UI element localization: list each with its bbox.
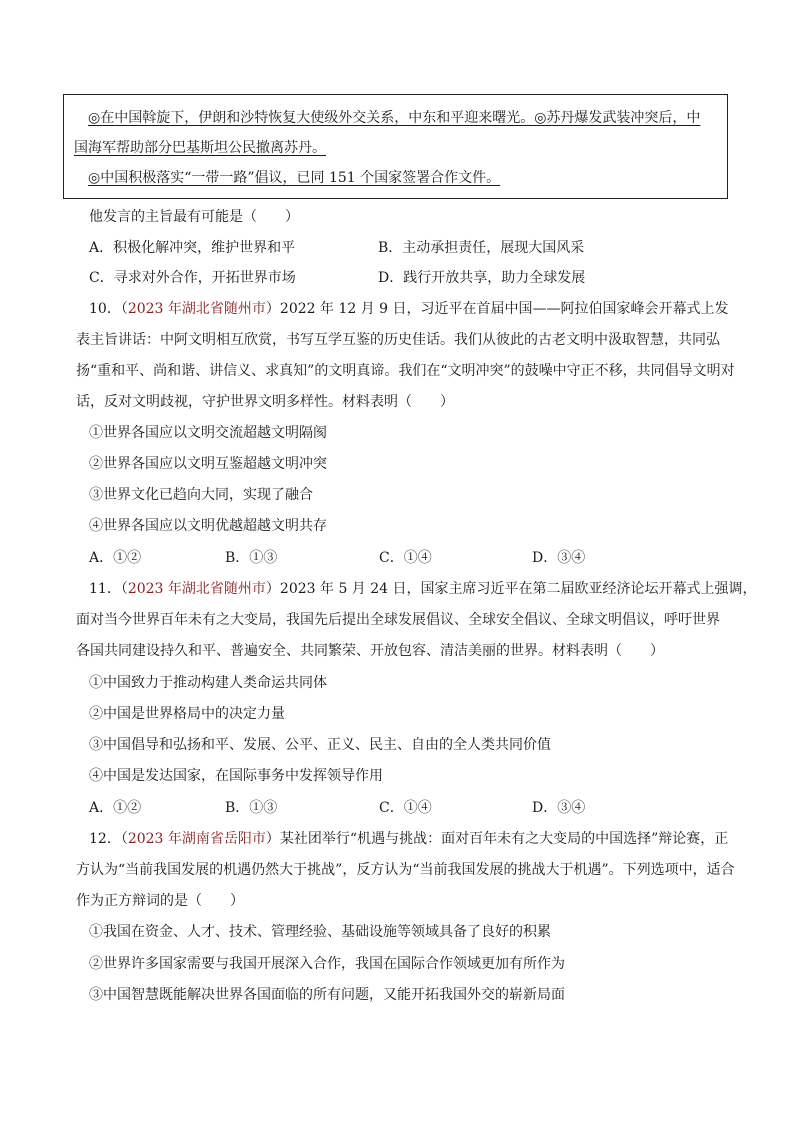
q10-item: ①世界各国应以文明交流超越文明隔阂	[89, 425, 327, 441]
question-number: 12．（	[89, 831, 128, 847]
q12-line-3: 作为正方辩词的是（ ）	[76, 893, 244, 909]
q11-item: ①中国致力于推动构建人类命运共同体	[89, 675, 327, 691]
option-a[interactable]: A．积极化解冲突，维护世界和平	[89, 240, 296, 256]
material-line: ◎在中国斡旋下，伊朗和沙特恢复大使级外交关系，中东和平迎来曙光。◎苏丹爆发武装冲突后，中	[88, 110, 701, 126]
question-number: 10．（	[89, 301, 128, 317]
option-b[interactable]: B．①③	[225, 550, 278, 566]
q10-line-4: 话，反对文明歧视，守护世界文明多样性。材料表明（ ）	[76, 394, 454, 410]
question-number-close: ）	[265, 581, 280, 597]
option-c[interactable]: C．寻求对外合作，开拓世界市场	[89, 270, 296, 286]
option-c[interactable]: C．①④	[379, 550, 432, 566]
option-a[interactable]: A．①②	[89, 550, 142, 566]
question-text: 2023 年 5 月 24 日，国家主席习近平在第二届欧亚经济论坛开幕式上强调，	[279, 581, 757, 597]
q10-line-1	[89, 299, 739, 319]
option-b[interactable]: B．①③	[225, 800, 278, 816]
q11-item: ②中国是世界格局中的决定力量	[89, 706, 285, 722]
option-d[interactable]: D．践行开放共享，助力全球发展	[378, 270, 586, 286]
option-a[interactable]: A．①②	[89, 800, 142, 816]
question-source: 2023 年湖南省岳阳市	[127, 831, 266, 847]
q11-line-3: 各国共同建设持久和平、普遍安全、共同繁荣、开放包容、清洁美丽的世界。材料表明（ ）	[76, 643, 664, 659]
q12-item: ①我国在资金、人才、技术、管理经验、基础设施等领域具备了良好的积累	[89, 924, 551, 940]
option-c[interactable]: C．①④	[379, 800, 432, 816]
option-d[interactable]: D．③④	[532, 550, 586, 566]
q10-item: ③世界文化已趋向大同，实现了融合	[89, 487, 313, 503]
q12-item: ②世界许多国家需要与我国开展深入合作，我国在国际合作领域更加有所作为	[89, 956, 565, 972]
q10-line-3: 扬“重和平、尚和谐、讲信义、求真知”的文明真谛。我们在“文明冲突”的鼓噪中守正不移，共同倡导文明对	[76, 363, 735, 379]
q9-stem: 他发言的主旨最有可能是（ ）	[89, 209, 299, 225]
q10-item: ④世界各国应以文明优越超越文明共存	[89, 518, 327, 534]
q10-item: ②世界各国应以文明互鉴超越文明冲突	[89, 456, 327, 472]
question-text: 某社团举行“机遇与挑战：面对百年未有之大变局的中国选择”辩论赛，正	[279, 831, 729, 847]
q12-line-1	[89, 829, 739, 849]
material-box	[63, 94, 728, 199]
question-source: 2023 年湖北省随州市	[127, 301, 266, 317]
question-text: 2022 年 12 月 9 日，习近平在首届中国——阿拉伯国家峰会开幕式上发	[279, 301, 729, 317]
question-number-close: ）	[265, 831, 280, 847]
material-line: ◎中国积极落实“一带一路”倡议，已同 151 个国家签署合作文件。	[88, 170, 501, 186]
question-number: 11．（	[89, 581, 128, 597]
q12-line-2: 方认为“当前我国发展的机遇仍然大于挑战”，反方认为“当前我国发展的挑战大于机遇”。下列选项中，适合	[76, 862, 735, 878]
q11-item: ④中国是发达国家，在国际事务中发挥领导作用	[89, 768, 383, 784]
q11-line-1	[89, 579, 757, 599]
material-line: 国海军帮助部分巴基斯坦公民撤离苏丹。	[74, 140, 326, 156]
q11-item: ③中国倡导和弘扬和平、发展、公平、正义、民主、自由的全人类共同价值	[89, 737, 551, 753]
q10-line-2: 表主旨讲话：中阿文明相互欣赏，书写互学互鉴的历史佳话。我们从彼此的古老文明中汲取智慧，共同弘	[76, 332, 720, 348]
question-number-close: ）	[265, 301, 280, 317]
option-d[interactable]: D．③④	[532, 800, 586, 816]
q11-line-2: 面对当今世界百年未有之大变局，我国先后提出全球发展倡议、全球安全倡议、全球文明倡议，呼吁世界	[76, 612, 720, 628]
q12-item: ③中国智慧既能解决世界各国面临的所有问题，又能开拓我国外交的崭新局面	[89, 987, 565, 1003]
question-source: 2023 年湖北省随州市	[127, 581, 266, 597]
option-b[interactable]: B．主动承担责任，展现大国风采	[378, 240, 585, 256]
